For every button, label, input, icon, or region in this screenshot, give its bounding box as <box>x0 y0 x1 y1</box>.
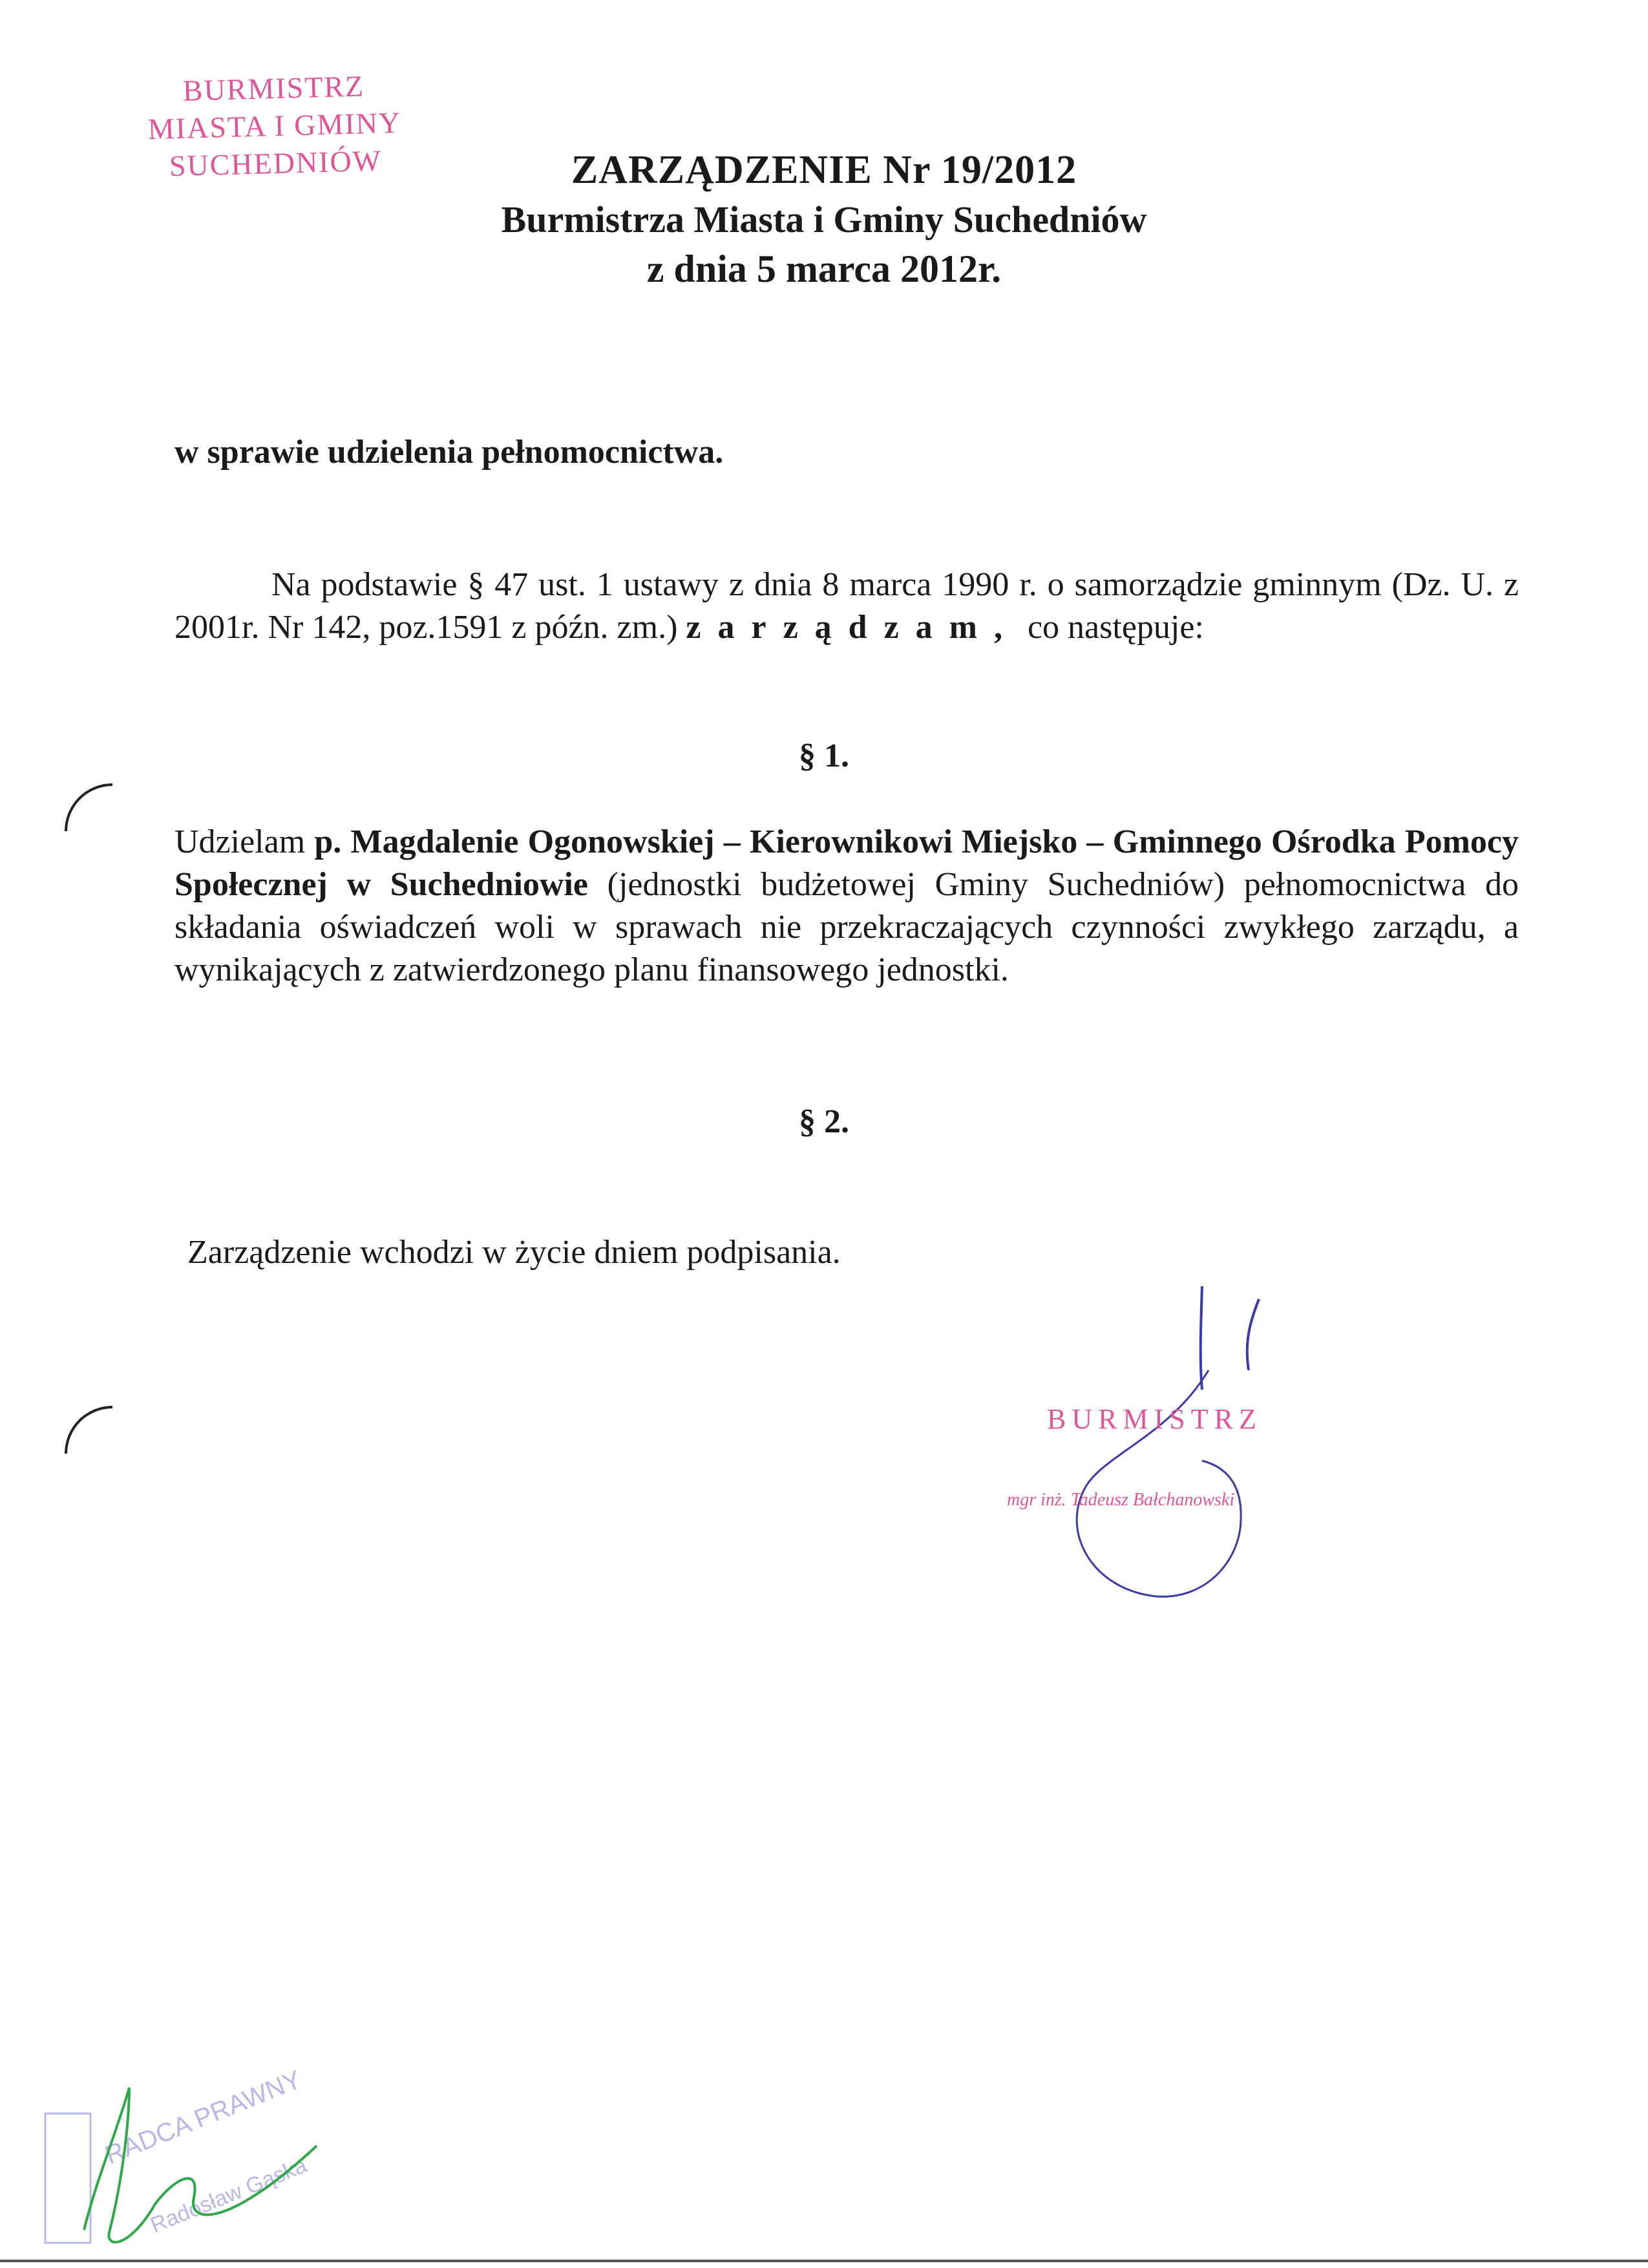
stamp-top-line2: MIASTA I GMINY <box>147 105 402 146</box>
section1-bold-name: p. Magdalenie Ogonowskiej – Kierownikowi Miejsko – Gminnego Ośrodka Pomocy Społecznej w Suchedniowie <box>174 823 1519 903</box>
legal-stamp-line2: Radosław Gąska <box>147 2152 311 2238</box>
signature-stamp-title: BURMISTRZ <box>1047 1403 1262 1435</box>
preamble-tail: co następuje: <box>1027 609 1204 646</box>
stamp-top-line3: SUCHEDNIÓW <box>169 143 383 183</box>
document-issuer: Burmistrza Miasta i Gminy Suchedniów <box>501 198 1147 240</box>
document-subject: w sprawie udzielenia pełnomocnictwa. <box>174 434 724 471</box>
stamp-top-line1: BURMISTRZ <box>182 69 365 107</box>
preamble-text: Na podstawie § 47 ust. 1 ustawy z dnia 8 marca 1990 r. o samorządzie gminnym (Dz. U. z 2001r. Nr 142, poz.1591 z późn. zm.) <box>174 566 1519 646</box>
section1-lead: Udzielam <box>174 823 306 860</box>
section1-sign: § 1. <box>799 737 849 774</box>
mayor-signature <box>1008 1273 1293 1635</box>
preamble-decree-word: zarządzam, <box>686 609 1019 646</box>
section2-text: Zarządzenie wchodzi w życie dniem podpisania. <box>187 1234 841 1271</box>
section2-sign: § 2. <box>799 1103 849 1140</box>
document-title: ZARZĄDZENIE Nr 19/2012 <box>571 148 1077 192</box>
scan-edge-line <box>0 2260 1648 2262</box>
document-date: z dnia 5 marca 2012r. <box>646 248 1002 290</box>
legal-stamp-line1: RADCA PRAWNY <box>101 2065 306 2170</box>
binder-hole-mark <box>65 1406 112 1454</box>
section1-rest: (jednostki budżetowej Gminy Suchedniów) pełnomocnictwa do składania oświadczeń woli w sprawach nie przekraczających czynności zwykłego zarządu, a wynikających z zatwierdzonego planu finansowego jednostki. <box>174 866 1519 988</box>
section1-paragraph <box>174 821 1519 991</box>
preamble-paragraph <box>174 564 1519 649</box>
binder-hole-mark <box>65 783 112 831</box>
signature-stamp-name: mgr inż. Tadeusz Bałchanowski <box>1007 1490 1235 1510</box>
legal-adviser-stamp <box>32 2036 343 2256</box>
